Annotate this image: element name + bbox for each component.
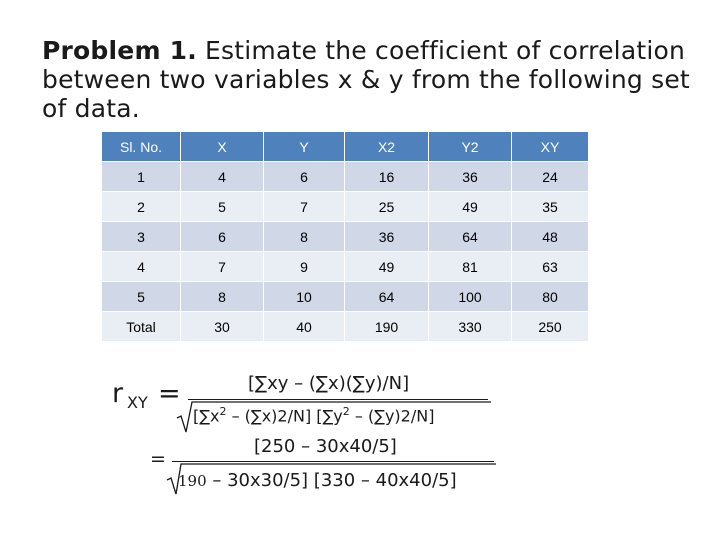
formula-numerator-1: [∑xy – (∑x)(∑y)/N] xyxy=(248,373,410,394)
header-cell: X2 xyxy=(345,132,429,162)
table-cell: 48 xyxy=(512,222,589,252)
table-cell: 3 xyxy=(102,222,181,252)
formula-r: r xyxy=(112,378,124,409)
problem-label: Problem 1. xyxy=(42,36,197,65)
table-cell: Total xyxy=(102,312,181,342)
table-cell: 6 xyxy=(181,222,264,252)
table-cell: 8 xyxy=(181,282,264,312)
table-cell: 24 xyxy=(512,162,589,192)
formula-r-subscript: XY xyxy=(127,393,148,412)
problem-text: Estimate the coefficient of correlation between two variables x & y from the following set of data. xyxy=(42,36,690,123)
table-cell: 35 xyxy=(512,192,589,222)
table-cell: 250 xyxy=(512,312,589,342)
table-cell: 10 xyxy=(264,282,345,312)
table-cell: 36 xyxy=(345,222,429,252)
table-cell: 36 xyxy=(429,162,512,192)
table-cell: 40 xyxy=(264,312,345,342)
table-cell: 9 xyxy=(264,252,345,282)
table-cell: 49 xyxy=(345,252,429,282)
table-cell: 80 xyxy=(512,282,589,312)
header-cell: XY xyxy=(512,132,589,162)
table-cell: 100 xyxy=(429,282,512,312)
table-cell: 4 xyxy=(181,162,264,192)
table-cell: 8 xyxy=(264,222,345,252)
table-cell: 5 xyxy=(102,282,181,312)
table-cell: 64 xyxy=(345,282,429,312)
formula-equals-1: = xyxy=(158,378,181,409)
table-cell: 64 xyxy=(429,222,512,252)
table-cell: 6 xyxy=(264,162,345,192)
table-cell: 7 xyxy=(264,192,345,222)
table-cell: 1 xyxy=(102,162,181,192)
table-cell: 4 xyxy=(102,252,181,282)
table-cell: 5 xyxy=(181,192,264,222)
table-cell: 2 xyxy=(102,192,181,222)
formula-denominator-1: $[\sum x^2 - (\sum x)2/N]$ $[\sum y^2 - (\sum y)2/N]$ xyxy=(193,405,435,426)
formula-denominator-2: 190 – 30x30/5] [330 – 40x40/5] xyxy=(178,470,457,491)
table-cell: 63 xyxy=(512,252,589,282)
header-cell: X xyxy=(181,132,264,162)
table-cell: 7 xyxy=(181,252,264,282)
table-cell: 30 xyxy=(181,312,264,342)
table-cell: 190 xyxy=(345,312,429,342)
header-cell: Y2 xyxy=(429,132,512,162)
table-cell: 25 xyxy=(345,192,429,222)
table-cell: 49 xyxy=(429,192,512,222)
header-cell: Y xyxy=(264,132,345,162)
table-cell: 330 xyxy=(429,312,512,342)
formula-equals-2: = xyxy=(150,448,166,470)
header-cell: Sl. No. xyxy=(102,132,181,162)
formula-numerator-2: [250 – 30x40/5] xyxy=(254,436,397,457)
table-cell: 81 xyxy=(429,252,512,282)
table-cell: 16 xyxy=(345,162,429,192)
